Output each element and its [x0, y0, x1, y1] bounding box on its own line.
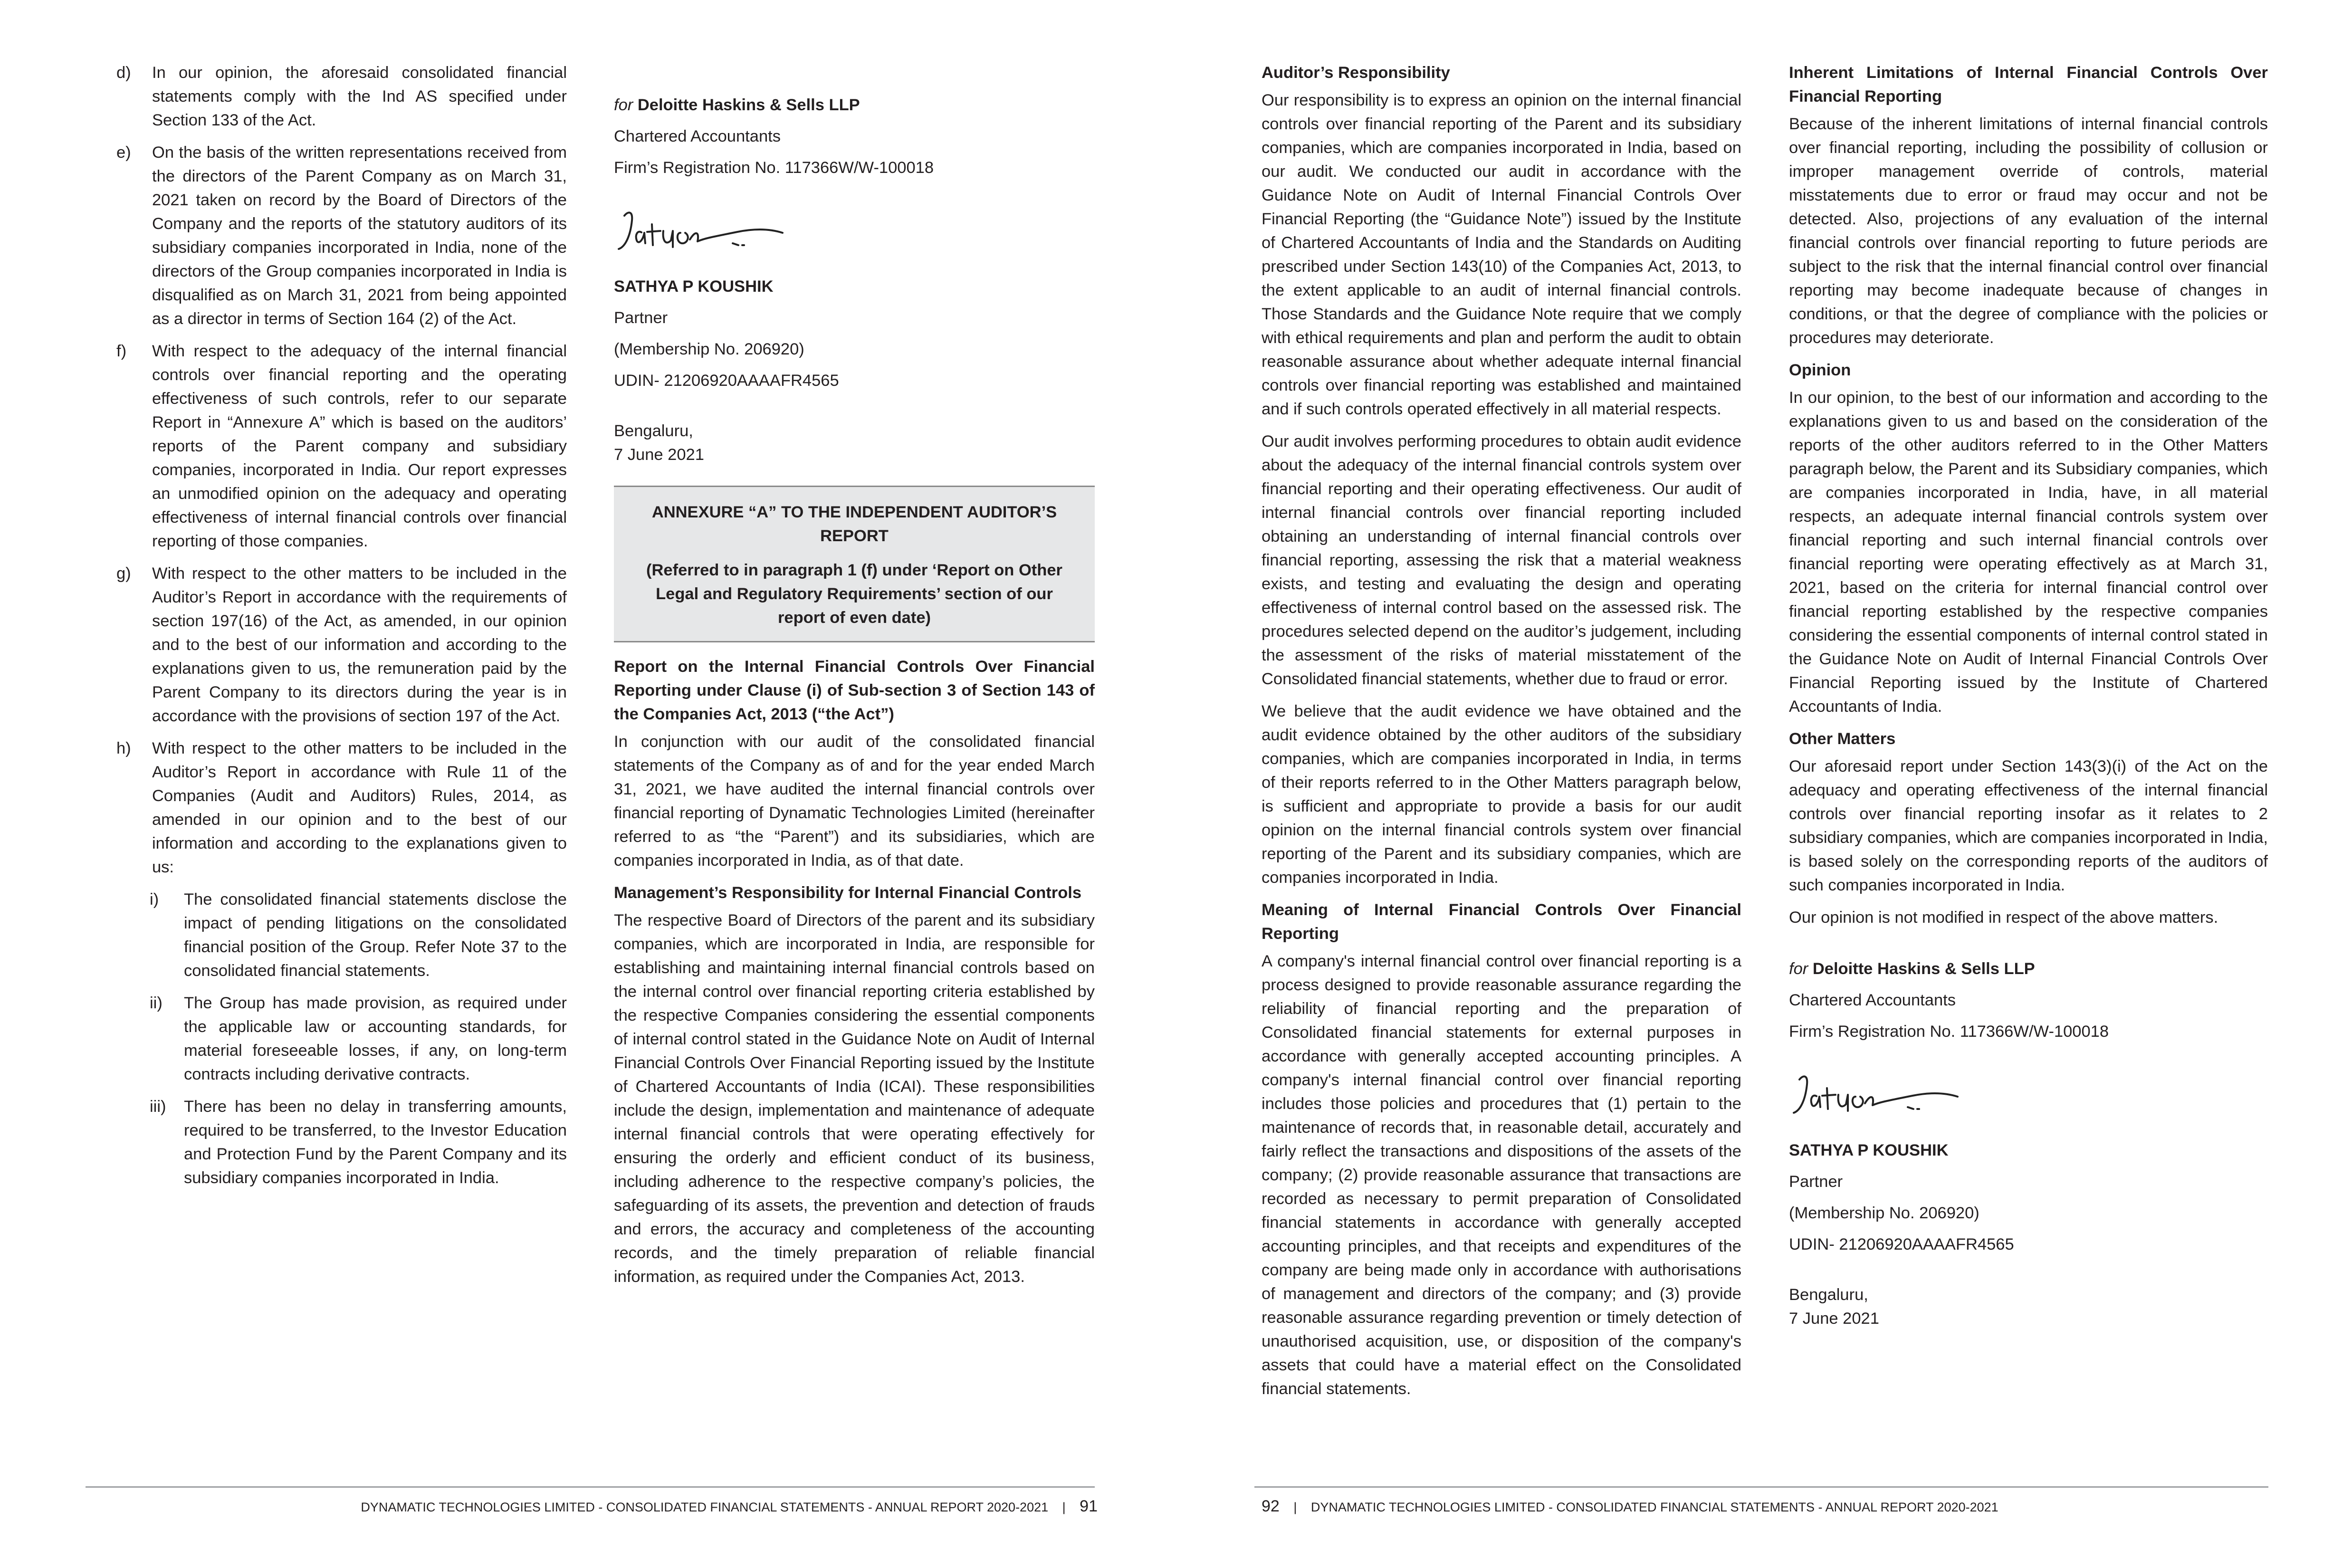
auditor-paragraph-2: Our audit involves performing procedures to obtain audit evidence about the adequacy of the internal financial controls system over financial reporting and their operating effectiveness. Our audit of internal financial controls over financial reporting included obtaining an understanding of internal financial controls over financial reporting, assessing the risk that a material weakness exists, and testing and evaluating the design and operating effectiveness of internal control based on the assessed risk. The procedures selected depend on the auditor’s judgement, including the assessment of the risks of material misstatement of the Consolidated financial statements, whether due to fraud or error. — [1262, 432, 1741, 688]
item-text: With respect to the other matters to be included in the Auditor’s Report in accordance with Rule 11 of the Companies (Audit and Auditors) Rules, 2014, as amended in our opinion and to the best of our information and according to the explanations given to us: — [152, 739, 567, 876]
list-item-g — [116, 562, 567, 728]
item-text: In our opinion, the aforesaid consolidated financial statements comply with the Ind AS specified under Section 133 of the Act. — [152, 64, 567, 129]
item-text: With respect to the adequacy of the internal financial controls over financial reporting and the operating effectiveness of such controls, refer to our separate Report in “Annexure A” which is based on the auditors’ reports of the Parent company and subsidiary companies, incorporated in India. Our report expresses an unmodified opinion on the adequacy and operating effectiveness of internal financial controls over financial reporting of those companies. — [152, 342, 567, 550]
sub-item-label: i) — [150, 890, 159, 908]
firm-registration: Firm’s Registration No. 117366W/W-100018 — [1789, 1023, 2109, 1041]
list-item-h — [116, 736, 567, 879]
partner-name: SATHYA P KOUSHIK — [1789, 1141, 1949, 1159]
firm-line — [614, 93, 1095, 117]
item-label: g) — [116, 564, 131, 583]
date: 7 June 2021 — [614, 446, 704, 464]
other-matters-heading: Other Matters — [1789, 730, 1896, 748]
signature — [614, 201, 794, 258]
place: Bengaluru, — [614, 422, 693, 440]
item-text: With respect to the other matters to be included in the Auditor’s Report in accordance with the requirements of section 197(16) of the Act, as amended, in our opinion and to the best of our information and according to the explanations given to us, the remuneration paid by the Parent Company to its directors during the year is in accordance with the provisions of section 197 of the Act. — [152, 564, 567, 725]
annexure-title: ANNEXURE “A” TO THE INDEPENDENT AUDITOR’S REPORT — [651, 503, 1057, 545]
firm-line — [1789, 957, 2268, 981]
left-column-2 — [614, 93, 1095, 1297]
footer-separator: | — [1293, 1500, 1297, 1514]
footer-text: DYNAMATIC TECHNOLOGIES LIMITED - CONSOLIDATED FINANCIAL STATEMENTS - ANNUAL REPORT 2020-2021 — [361, 1500, 1049, 1514]
sub-item-label: iii) — [150, 1098, 166, 1116]
other-matters-paragraph-1: Our aforesaid report under Section 143(3)(i) of the Act on the adequacy and operating effectiveness of the internal financial controls over financial reporting insofar as it relates to 2 subsidiary companies, which are companies incorporated in India, is based solely on the corresponding reports of the auditors of such companies incorporated in India. — [1789, 757, 2268, 894]
list-item-d — [116, 61, 567, 132]
footer-right — [1262, 1497, 1998, 1517]
membership-number: (Membership No. 206920) — [1789, 1204, 1979, 1222]
item-label: d) — [116, 64, 131, 82]
annexure-subtitle: (Referred to in paragraph 1 (f) under ‘Report on Other Legal and Regulatory Requirements’ section of our report of even date) — [646, 561, 1062, 627]
sub-item-text: There has been no delay in transferring amounts, required to be transferred, to the Investor Education and Protection Fund by the Parent Company and its subsidiary companies incorporated in India. — [184, 1098, 567, 1187]
for-word: for — [614, 96, 633, 114]
right-column-2 — [1789, 61, 2268, 1338]
footer-separator: | — [1062, 1500, 1066, 1514]
left-column-1 — [116, 61, 567, 1198]
place: Bengaluru, — [1789, 1286, 1868, 1304]
sub-item-label: ii) — [150, 994, 163, 1012]
udin: UDIN- 21206920AAAAFR4565 — [614, 372, 839, 390]
auditor-paragraph-3: We believe that the audit evidence we have obtained and the audit evidence obtained by the other auditors of the subsidiary companies, which are companies incorporated in India, in terms of their reports referred to in the Other Matters paragraph below, is sufficient and appropriate to provide a basis for our audit opinion on the internal financial controls system over financial reporting of the Parent and its subsidiary companies, which are companies incorporated in India. — [1262, 702, 1741, 887]
opinion-heading: Opinion — [1789, 361, 1851, 379]
list-item-e — [116, 141, 567, 331]
sub-item-iii — [116, 1095, 567, 1190]
partner-role: Partner — [614, 309, 668, 327]
footer-rule-left — [86, 1486, 1095, 1488]
sub-item-text: The consolidated financial statements disclose the impact of pending litigations on the consolidated financial position of the Group. Refer Note 37 to the consolidated financial statements. — [184, 890, 567, 980]
item-text: On the basis of the written representations received from the directors of the Parent Company as on March 31, 2021 taken on record by the Board of Directors of the Company and the reports of the statutory auditors of its subsidiary companies incorporated in India, none of the directors of the Group companies incorporated in India is disqualified as on March 31, 2021 from being appointed as a director in terms of Section 164 (2) of the Act. — [152, 143, 567, 328]
footer-rule-right — [1254, 1486, 2268, 1488]
auditor-paragraph-1: Our responsibility is to express an opinion on the internal financial controls over financial reporting of the Parent and its subsidiary companies, which are companies incorporated in India, based on our audit. We conducted our audit in accordance with the Guidance Note on Audit of Internal Financial Controls Over Financial Reporting (the “Guidance Note”) issued by the Institute of Chartered Accountants of India and the Standards on Auditing prescribed under Section 143(10) of the Companies Act, 2013, to the extent applicable to an audit of internal financial controls. Those Standards and the Guidance Note require that we comply with ethical requirements and plan and perform the audit to obtain reasonable assurance about whether adequate internal financial controls over financial reporting was established and maintained and if such controls operated effectively in all material respects. — [1262, 91, 1741, 418]
footer-left — [361, 1497, 1098, 1517]
meaning-paragraph: A company's internal financial control over financial reporting is a process designed to provide reasonable assurance regarding the reliability of financial reporting and the preparation of Consolidated financial statements for external purposes in accordance with generally accepted accounting principles. A company's internal financial control over financial reporting includes those policies and procedures that (1) pertain to the maintenance of records that, in reasonable detail, accurately and fairly reflect the transactions and dispositions of the assets of the company; (2) provide reasonable assurance that transactions are recorded as necessary to permit preparation of Consolidated financial statements in accordance with generally accepted accounting principles, and that receipts and expenditures of the company are being made only in accordance with authorisations of management and directors of the company; and (3) provide reasonable assurance regarding prevention or timely detection of unauthorised acquisition, use, or disposition of the company's assets that could have a material effect on the Consolidated financial statements. — [1262, 952, 1741, 1398]
partner-name: SATHYA P KOUSHIK — [614, 277, 774, 296]
opinion-paragraph: In our opinion, to the best of our information and according to the explanations given to us and based on the consideration of the reports of the other auditors referred to in the Other Matters paragraph below, the Parent and its Subsidiary companies, which are companies incorporated in India, have, in all material respects, an adequate internal financial controls system over financial reporting and such internal financial controls over financial reporting were operating effectively as at March 31, 2021, based on the criteria for internal financial control over financial reporting established by the respective companies considering the essential components of internal control stated in the Guidance Note on Audit of Internal Financial Controls Over Financial Reporting issued by the Institute of Chartered Accountants of India. — [1789, 389, 2268, 716]
chartered-accountants: Chartered Accountants — [614, 127, 781, 145]
inherent-paragraph: Because of the inherent limitations of internal financial controls over financial reporting, including the possibility of collusion or improper management override of controls, material misstatements due to error or fraud may occur and not be detected. Also, projections of any evaluation of the internal financial controls over financial reporting to future periods are subject to the risk that the internal financial control over financial reporting may become inadequate because of changes in conditions, or that the degree of compliance with the policies or procedures may deteriorate. — [1789, 115, 2268, 347]
footer-text: DYNAMATIC TECHNOLOGIES LIMITED - CONSOLIDATED FINANCIAL STATEMENTS - ANNUAL REPORT 2020-2021 — [1310, 1500, 1998, 1514]
meaning-heading: Meaning of Internal Financial Controls Over Financial Reporting — [1262, 901, 1741, 943]
partner-role: Partner — [1789, 1173, 1843, 1191]
sub-item-text: The Group has made provision, as required under the applicable law or accounting standards, for material foreseeable losses, if any, on long-term contracts including derivative contracts. — [184, 994, 567, 1083]
item-label: f) — [116, 342, 127, 360]
management-heading: Management’s Responsibility for Internal Financial Controls — [614, 884, 1082, 902]
sub-item-i — [116, 888, 567, 983]
item-label: e) — [116, 143, 131, 162]
page-number: 91 — [1080, 1497, 1098, 1515]
inherent-heading: Inherent Limitations of Internal Financial Controls Over Financial Reporting — [1789, 64, 2268, 105]
item-label: h) — [116, 739, 131, 757]
right-column-1 — [1262, 61, 1741, 1409]
report-heading: Report on the Internal Financial Controls Over Financial Reporting under Clause (i) of Sub-section 3 of Section 143 of the Companies Act, 2013 (“the Act”) — [614, 658, 1095, 723]
list-item-f — [116, 339, 567, 553]
report-paragraph: In conjunction with our audit of the consolidated financial statements of the Company as of and for the year ended March 31, 2021, we have audited the internal financial controls over financial reporting of Dynamatic Technologies Limited (hereinafter referred to as “the “Parent”) and its subsidiaries, which are companies incorporated in India, as of that date. — [614, 733, 1095, 870]
management-paragraph: The respective Board of Directors of the parent and its subsidiary companies, which are incorporated in India, are responsible for establishing and maintaining internal financial controls based on the internal control over financial reporting criteria established by the respective Companies considering the essential components of internal control stated in the Guidance Note on Audit of Internal Financial Controls Over Financial Reporting issued by the Institute of Chartered Accountants of India (ICAI). These responsibilities include the design, implementation and maintenance of adequate internal financial controls that were operating effectively for ensuring the orderly and efficient conduct of its business, including adherence to the respective company’s policies, the safeguarding of its assets, the prevention and detection of frauds and errors, the accuracy and completeness of the accounting records, and the timely preparation of reliable financial information, as required under the Companies Act, 2013. — [614, 911, 1095, 1286]
chartered-accountants: Chartered Accountants — [1789, 991, 1956, 1009]
annexure-box — [614, 486, 1095, 642]
for-word: for — [1789, 960, 1808, 978]
udin: UDIN- 21206920AAAAFR4565 — [1789, 1235, 2014, 1253]
sub-item-ii — [116, 991, 567, 1086]
membership-number: (Membership No. 206920) — [614, 340, 804, 358]
firm-name: Deloitte Haskins & Sells LLP — [637, 96, 860, 114]
firm-name: Deloitte Haskins & Sells LLP — [1812, 960, 2035, 978]
date: 7 June 2021 — [1789, 1310, 1879, 1328]
auditor-heading: Auditor’s Responsibility — [1262, 64, 1450, 82]
firm-registration: Firm’s Registration No. 117366W/W-100018 — [614, 159, 934, 177]
other-matters-paragraph-2: Our opinion is not modified in respect of the above matters. — [1789, 908, 2218, 927]
signature — [1789, 1065, 1970, 1122]
page-number: 92 — [1262, 1497, 1280, 1515]
